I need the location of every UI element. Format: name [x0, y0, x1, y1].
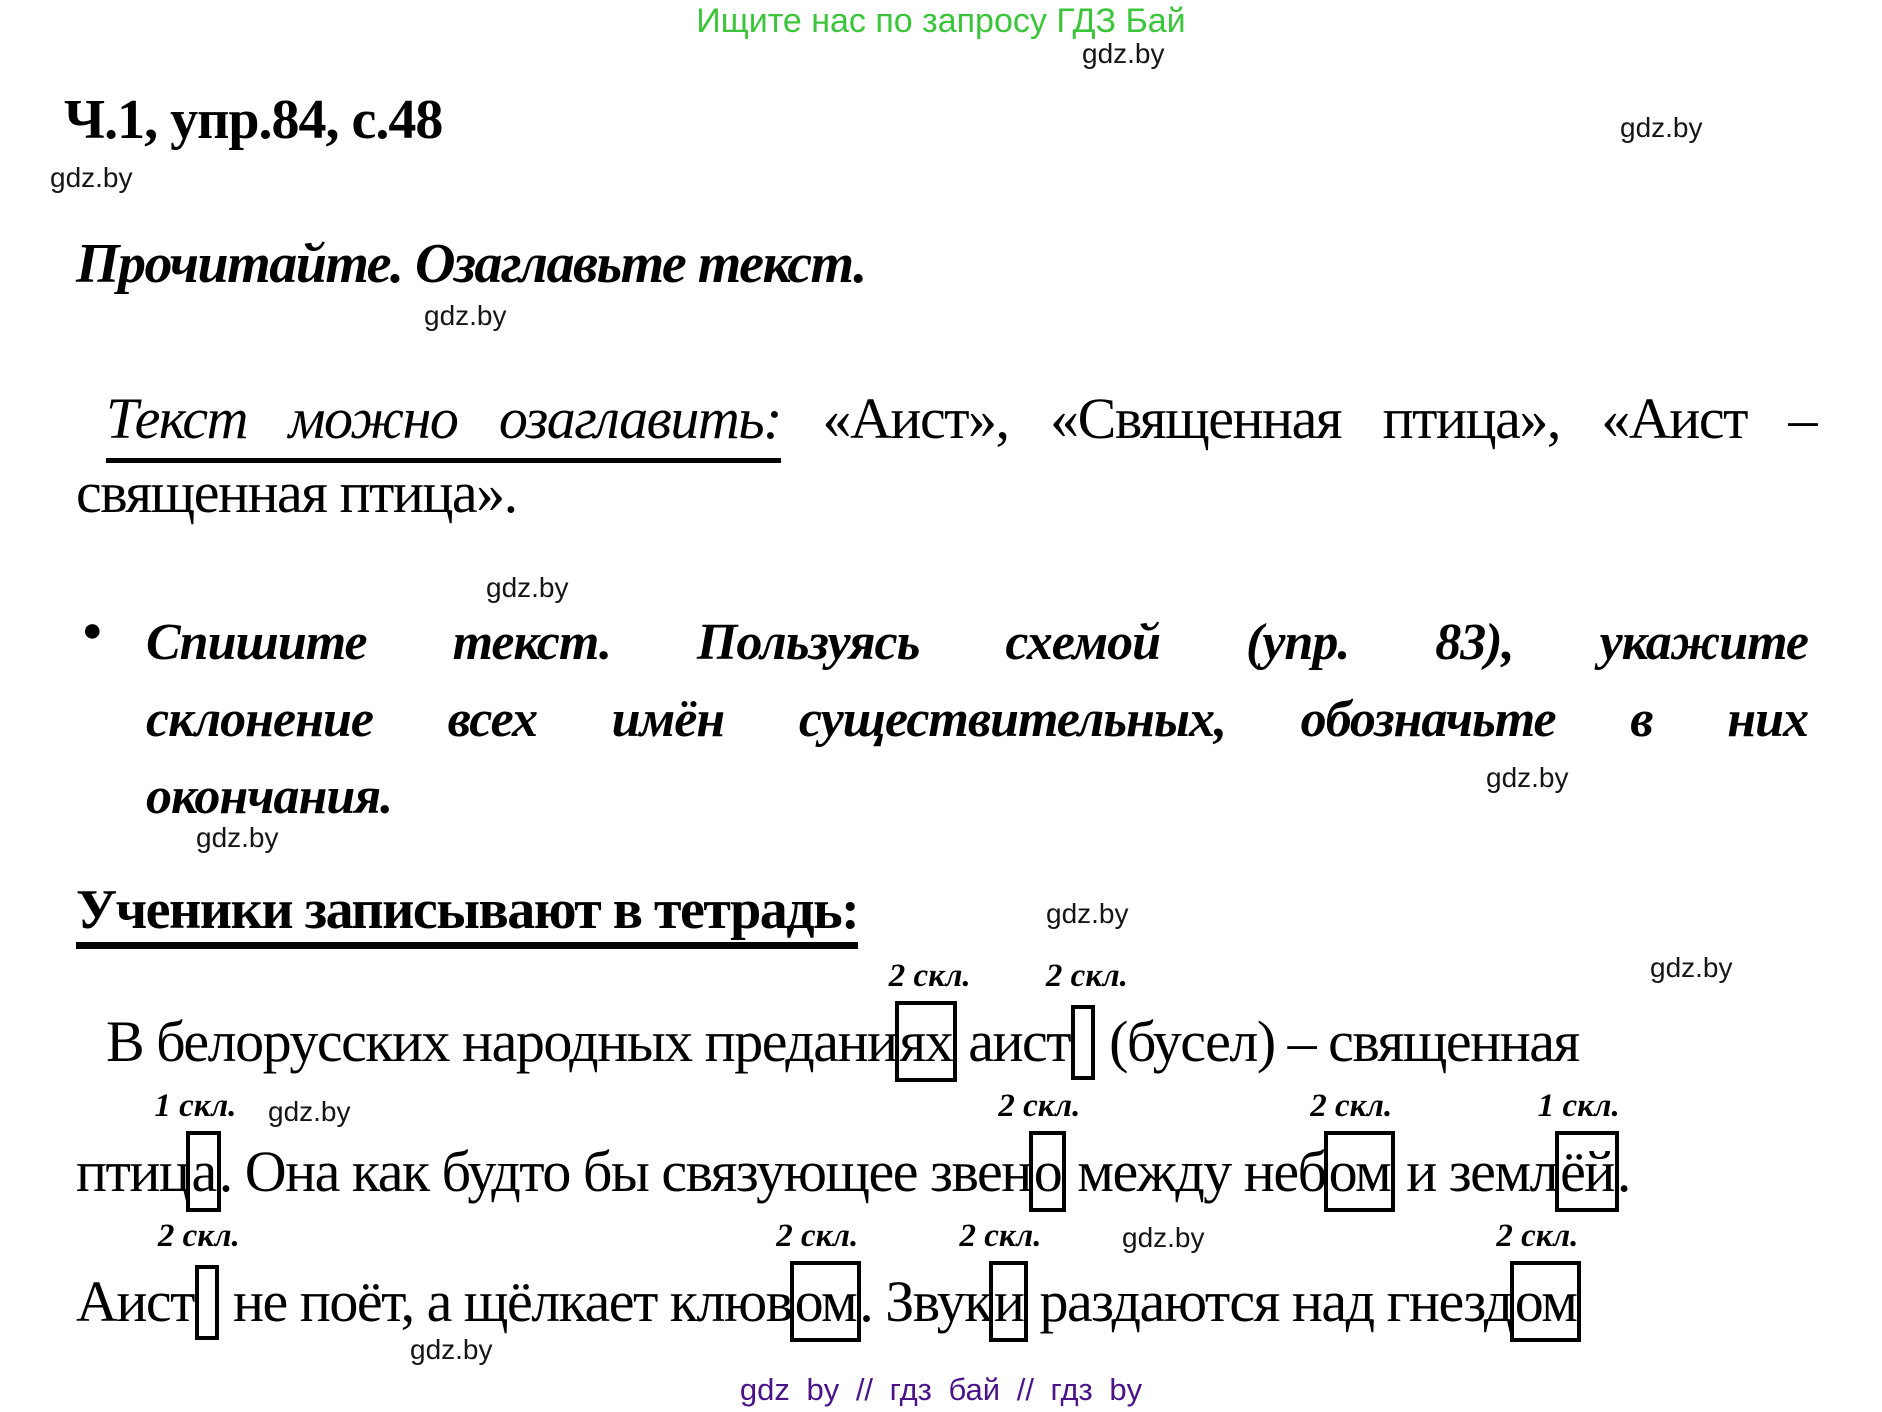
bullet-icon: ●	[82, 612, 103, 649]
watermark-9: gdz.by	[1650, 952, 1733, 983]
ending-box: 2 скл. ом	[1496, 1218, 1579, 1334]
watermark-6: gdz.by	[1486, 762, 1569, 793]
declension-label: 1 скл.	[154, 1088, 237, 1124]
declension-label: 2 скл.	[1310, 1088, 1393, 1124]
ending-box: 2 скл. о	[998, 1088, 1081, 1204]
declension-label: 2 скл.	[959, 1218, 1042, 1254]
answer-intro-underlined: Текст можно озаглавить:	[106, 386, 781, 463]
ending-box: 2 скл. ом	[776, 1218, 859, 1334]
text-segment: раздаются над гнезд	[1026, 1269, 1512, 1334]
exercise-title: Ч.1, упр.84, с.48	[64, 89, 443, 151]
declension-label: 2 скл.	[998, 1088, 1081, 1124]
ending-box: 1 скл. а	[154, 1088, 237, 1204]
answer-titles-part-1: «Аист», «Священная птица», «Аист –	[780, 386, 1817, 451]
declension-label: 2 скл.	[1496, 1218, 1579, 1254]
watermark-2: gdz.by	[1620, 112, 1703, 143]
copy-instruction	[146, 604, 1808, 835]
text-segment: (бусел) – священная	[1096, 1009, 1579, 1074]
read-instruction: Прочитайте. Озаглавьте текст.	[76, 233, 866, 295]
ending-box: 1 скл. ёй	[1537, 1088, 1620, 1204]
declension-label: 2 скл.	[888, 958, 971, 994]
watermark-8: gdz.by	[1046, 898, 1129, 929]
declension-label: 1 скл.	[1537, 1088, 1620, 1124]
text-segment: . Она как будто бы связующее звен	[218, 1139, 1031, 1204]
watermark-7: gdz.by	[196, 822, 279, 853]
copy-instruction-line-3: окончания.	[146, 768, 393, 825]
zero-ending-box	[157, 1218, 240, 1334]
ending-box: 2 скл. ях	[900, 1009, 953, 1074]
answer-paragraph-line-1	[76, 382, 1816, 456]
declension-label: 2 скл.	[776, 1218, 859, 1254]
watermark-11: gdz.by	[1122, 1222, 1205, 1253]
text-segment: между неб	[1064, 1139, 1326, 1204]
copy-instruction-line-2: склонение всех имён существительных, обозначьте в них	[146, 691, 1808, 748]
solution-line-1	[76, 958, 1579, 1075]
text-segment: птиц	[76, 1139, 189, 1204]
watermark-12: gdz.by	[410, 1334, 493, 1365]
watermark-5: gdz.by	[486, 572, 569, 603]
promo-banner: Ищите нас по запросу ГДЗ Бай	[696, 2, 1186, 40]
text-segment: Аист	[76, 1269, 195, 1334]
text-segment: В белорусских народных предани	[106, 1009, 897, 1074]
text-segment: .	[1616, 1139, 1630, 1204]
watermark-10: gdz.by	[268, 1096, 351, 1127]
watermark-1: gdz.by	[1082, 38, 1165, 69]
declension-label: 2 скл.	[1045, 958, 1128, 994]
answer-paragraph	[76, 382, 1816, 530]
text-segment: . Звук	[859, 1269, 991, 1334]
text-segment: и земл	[1393, 1139, 1558, 1204]
text-segment: аист	[955, 1009, 1071, 1074]
solution-heading: Ученики записывают в тетрадь:	[76, 878, 858, 949]
ending-box: 2 скл. и	[959, 1218, 1042, 1334]
ending-box: 2 скл. ом	[1310, 1088, 1393, 1204]
watermark-3: gdz.by	[50, 162, 133, 193]
text-segment: не поёт, а щёлкает клюв	[220, 1269, 792, 1334]
zero-ending-box	[1045, 958, 1128, 1074]
copy-instruction-line-1: Спишите текст. Пользуясь схемой (упр. 83), укажите	[146, 614, 1808, 671]
footer-links: gdz by // гдз бай // гдз by	[739, 1372, 1143, 1407]
declension-label: 2 скл.	[157, 1218, 240, 1254]
watermark-4: gdz.by	[424, 300, 507, 331]
answer-paragraph-line-2: священная птица».	[76, 460, 517, 525]
